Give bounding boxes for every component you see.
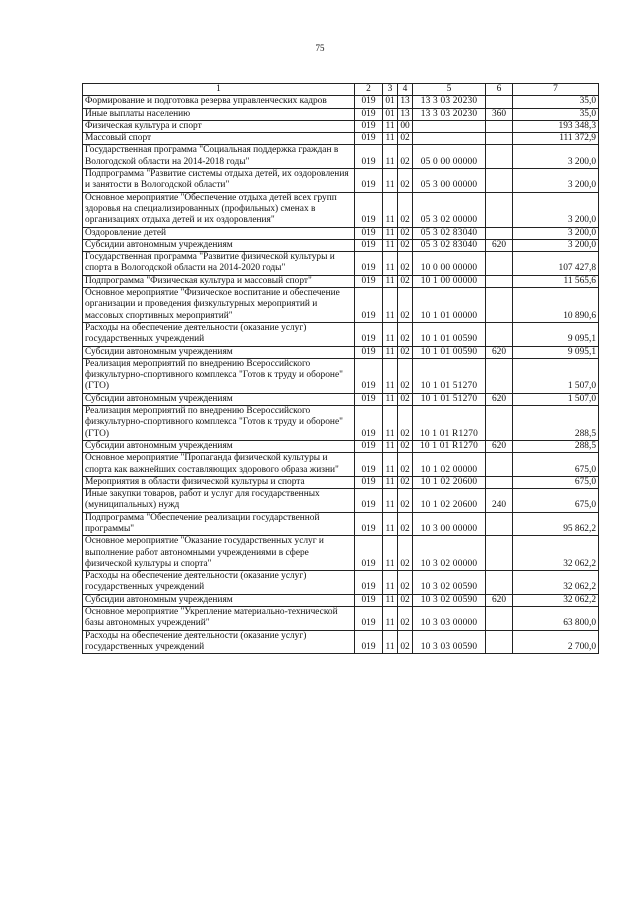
ministry-code-cell: 019 [355, 145, 383, 169]
section-code-cell: 11 [383, 322, 398, 346]
section-code-cell: 01 [383, 96, 398, 108]
table-row [83, 227, 599, 239]
target-article-code-cell: 10 1 01 00590 [413, 346, 486, 358]
ministry-code-cell: 019 [355, 120, 383, 132]
expense-type-code-cell [486, 453, 513, 477]
expense-name-cell: Подпрограмма "Физическая культура и массовый спорт" [83, 275, 355, 287]
target-article-code-cell: 13 3 03 20230 [413, 108, 486, 120]
section-code-cell: 11 [383, 239, 398, 251]
subsection-code-cell: 02 [398, 440, 413, 452]
expense-type-code-cell [486, 96, 513, 108]
section-code-cell: 11 [383, 133, 398, 145]
expense-type-code-cell [486, 192, 513, 227]
subsection-code-cell: 02 [398, 133, 413, 145]
target-article-code-cell: 10 1 02 00000 [413, 453, 486, 477]
expense-name-cell: Формирование и подготовка резерва управленческих кадров [83, 96, 355, 108]
expense-type-code-cell [486, 252, 513, 276]
subsection-code-cell: 02 [398, 227, 413, 239]
target-article-code-cell: 10 0 00 00000 [413, 252, 486, 276]
section-code-cell: 11 [383, 440, 398, 452]
amount-cell: 32 062,2 [513, 594, 599, 606]
target-article-code-cell: 10 3 02 00590 [413, 594, 486, 606]
ministry-code-cell: 019 [355, 440, 383, 452]
expense-name-cell: Государственная программа "Социальная поддержка граждан в Вологодской области на 2014-2018 годы" [83, 145, 355, 169]
subsection-code-cell: 02 [398, 393, 413, 405]
table-row [83, 275, 599, 287]
target-article-code-cell: 10 1 01 00590 [413, 322, 486, 346]
section-code-cell: 11 [383, 346, 398, 358]
expense-name-cell: Субсидии автономным учреждениям [83, 594, 355, 606]
amount-cell: 35,0 [513, 108, 599, 120]
target-article-code-cell: 10 1 01 51270 [413, 393, 486, 405]
expense-type-code-cell: 620 [486, 239, 513, 251]
section-code-cell: 01 [383, 108, 398, 120]
amount-cell: 675,0 [513, 453, 599, 477]
subsection-code-cell: 02 [398, 489, 413, 513]
ministry-code-cell: 019 [355, 322, 383, 346]
amount-cell: 10 890,6 [513, 288, 599, 323]
expense-type-code-cell [486, 571, 513, 595]
target-article-code-cell: 05 3 00 00000 [413, 169, 486, 193]
expense-name-cell: Иные выплаты населению [83, 108, 355, 120]
target-article-code-cell: 10 3 00 00000 [413, 512, 486, 536]
table-row [83, 440, 599, 452]
section-code-cell: 11 [383, 476, 398, 488]
ministry-code-cell: 019 [355, 346, 383, 358]
section-code-cell: 11 [383, 406, 398, 441]
ministry-code-cell: 019 [355, 358, 383, 393]
expense-type-code-cell [486, 630, 513, 654]
section-code-cell: 11 [383, 358, 398, 393]
subsection-code-cell: 02 [398, 192, 413, 227]
subsection-code-cell: 02 [398, 346, 413, 358]
table-row [83, 239, 599, 251]
expense-type-code-cell [486, 275, 513, 287]
table-row [83, 322, 599, 346]
expense-type-code-cell [486, 607, 513, 631]
target-article-code-cell: 13 3 03 20230 [413, 96, 486, 108]
table-row [83, 393, 599, 405]
expense-type-code-cell: 620 [486, 594, 513, 606]
target-article-code-cell: 10 1 01 R1270 [413, 406, 486, 441]
subsection-code-cell: 02 [398, 239, 413, 251]
amount-cell: 9 095,1 [513, 346, 599, 358]
section-code-cell: 11 [383, 393, 398, 405]
expense-type-code-cell [486, 512, 513, 536]
subsection-code-cell: 02 [398, 275, 413, 287]
ministry-code-cell: 019 [355, 453, 383, 477]
expense-name-cell: Государственная программа "Развитие физической культуры и спорта в Вологодской области на 2014-2020 годы" [83, 252, 355, 276]
subsection-code-cell: 02 [398, 571, 413, 595]
section-code-cell: 11 [383, 607, 398, 631]
expense-name-cell: Субсидии автономным учреждениям [83, 440, 355, 452]
expense-name-cell: Субсидии автономным учреждениям [83, 393, 355, 405]
expense-type-code-cell [486, 145, 513, 169]
ministry-code-cell: 019 [355, 288, 383, 323]
table-header-row [83, 84, 599, 96]
expense-name-cell: Иные закупки товаров, работ и услуг для государственных (муниципальных) нужд [83, 489, 355, 513]
section-code-cell: 11 [383, 275, 398, 287]
ministry-code-cell: 019 [355, 512, 383, 536]
target-article-code-cell: 10 3 02 00590 [413, 571, 486, 595]
section-code-cell: 11 [383, 571, 398, 595]
expense-type-code-cell: 620 [486, 393, 513, 405]
amount-cell: 107 427,8 [513, 252, 599, 276]
amount-cell: 675,0 [513, 489, 599, 513]
expense-name-cell: Реализация мероприятий по внедрению Всероссийского физкультурно-спортивного комплекса "Готов к труду и обороне" (ГТО) [83, 406, 355, 441]
target-article-code-cell: 10 3 02 00000 [413, 536, 486, 571]
subsection-code-cell: 02 [398, 252, 413, 276]
column-header: 7 [513, 84, 599, 96]
target-article-code-cell: 10 1 02 20600 [413, 476, 486, 488]
table-row [83, 607, 599, 631]
table-row [83, 169, 599, 193]
table-row [83, 108, 599, 120]
amount-cell: 193 348,3 [513, 120, 599, 132]
table-row [83, 406, 599, 441]
expense-name-cell: Расходы на обеспечение деятельности (оказание услуг) государственных учреждений [83, 322, 355, 346]
expense-name-cell: Основное мероприятие "Обеспечение отдыха детей всех групп здоровья на специализированных (профильных) сменах в организациях отдыха детей и их оздоровления" [83, 192, 355, 227]
expense-name-cell: Оздоровление детей [83, 227, 355, 239]
expense-name-cell: Субсидии автономным учреждениям [83, 239, 355, 251]
section-code-cell: 11 [383, 489, 398, 513]
section-code-cell: 11 [383, 252, 398, 276]
expense-type-code-cell [486, 406, 513, 441]
subsection-code-cell: 02 [398, 594, 413, 606]
target-article-code-cell: 05 0 00 00000 [413, 145, 486, 169]
column-header: 4 [398, 84, 413, 96]
target-article-code-cell: 10 3 03 00000 [413, 607, 486, 631]
ministry-code-cell: 019 [355, 476, 383, 488]
amount-cell: 3 200,0 [513, 192, 599, 227]
expense-type-code-cell [486, 322, 513, 346]
target-article-code-cell: 10 1 00 00000 [413, 275, 486, 287]
amount-cell: 1 507,0 [513, 393, 599, 405]
amount-cell: 32 062,2 [513, 571, 599, 595]
section-code-cell: 11 [383, 630, 398, 654]
amount-cell: 3 200,0 [513, 169, 599, 193]
expense-name-cell: Субсидии автономным учреждениям [83, 346, 355, 358]
amount-cell: 9 095,1 [513, 322, 599, 346]
table-row [83, 346, 599, 358]
amount-cell: 3 200,0 [513, 239, 599, 251]
section-code-cell: 11 [383, 536, 398, 571]
ministry-code-cell: 019 [355, 169, 383, 193]
target-article-code-cell: 10 1 01 51270 [413, 358, 486, 393]
expense-name-cell: Расходы на обеспечение деятельности (оказание услуг) государственных учреждений [83, 630, 355, 654]
table-row [83, 120, 599, 132]
expense-type-code-cell [486, 120, 513, 132]
expense-type-code-cell: 620 [486, 346, 513, 358]
expense-type-code-cell [486, 358, 513, 393]
table-row [83, 489, 599, 513]
target-article-code-cell: 10 1 01 R1270 [413, 440, 486, 452]
expense-name-cell: Массовый спорт [83, 133, 355, 145]
subsection-code-cell: 02 [398, 607, 413, 631]
ministry-code-cell: 019 [355, 630, 383, 654]
table-row [83, 571, 599, 595]
amount-cell: 63 800,0 [513, 607, 599, 631]
amount-cell: 3 200,0 [513, 145, 599, 169]
section-code-cell: 11 [383, 288, 398, 323]
subsection-code-cell: 02 [398, 512, 413, 536]
ministry-code-cell: 019 [355, 108, 383, 120]
table-row [83, 252, 599, 276]
ministry-code-cell: 019 [355, 239, 383, 251]
table-row [83, 453, 599, 477]
subsection-code-cell: 02 [398, 169, 413, 193]
column-header: 5 [413, 84, 486, 96]
ministry-code-cell: 019 [355, 594, 383, 606]
expense-name-cell: Основное мероприятие "Пропаганда физической культуры и спорта как важнейших составляющих здорового образа жизни" [83, 453, 355, 477]
subsection-code-cell: 02 [398, 453, 413, 477]
expense-name-cell: Подпрограмма "Развитие системы отдыха детей, их оздоровления и занятости в Вологодской области" [83, 169, 355, 193]
table-row [83, 594, 599, 606]
amount-cell: 1 507,0 [513, 358, 599, 393]
amount-cell: 95 862,2 [513, 512, 599, 536]
amount-cell: 111 372,9 [513, 133, 599, 145]
section-code-cell: 11 [383, 227, 398, 239]
expense-type-code-cell: 240 [486, 489, 513, 513]
section-code-cell: 11 [383, 169, 398, 193]
ministry-code-cell: 019 [355, 607, 383, 631]
table-row [83, 358, 599, 393]
column-header: 1 [83, 84, 355, 96]
subsection-code-cell: 13 [398, 108, 413, 120]
ministry-code-cell: 019 [355, 227, 383, 239]
table-row [83, 536, 599, 571]
section-code-cell: 11 [383, 120, 398, 132]
target-article-code-cell [413, 133, 486, 145]
subsection-code-cell: 02 [398, 406, 413, 441]
ministry-code-cell: 019 [355, 406, 383, 441]
page-number: 75 [315, 43, 325, 53]
expense-type-code-cell [486, 169, 513, 193]
column-header: 6 [486, 84, 513, 96]
subsection-code-cell: 02 [398, 476, 413, 488]
ministry-code-cell: 019 [355, 536, 383, 571]
target-article-code-cell: 05 3 02 83040 [413, 227, 486, 239]
expense-type-code-cell [486, 476, 513, 488]
expense-name-cell: Основное мероприятие "Оказание государственных услуг и выполнение работ автономными учреждениями в сфере физической культуры и спорта" [83, 536, 355, 571]
amount-cell: 3 200,0 [513, 227, 599, 239]
section-code-cell: 11 [383, 192, 398, 227]
section-code-cell: 11 [383, 594, 398, 606]
amount-cell: 288,5 [513, 440, 599, 452]
target-article-code-cell [413, 120, 486, 132]
ministry-code-cell: 019 [355, 192, 383, 227]
subsection-code-cell: 00 [398, 120, 413, 132]
ministry-code-cell: 019 [355, 489, 383, 513]
target-article-code-cell: 10 1 01 00000 [413, 288, 486, 323]
column-header: 3 [383, 84, 398, 96]
subsection-code-cell: 02 [398, 288, 413, 323]
amount-cell: 675,0 [513, 476, 599, 488]
expense-type-code-cell: 620 [486, 440, 513, 452]
amount-cell: 32 062,2 [513, 536, 599, 571]
target-article-code-cell: 05 3 02 00000 [413, 192, 486, 227]
table-row [83, 630, 599, 654]
expense-name-cell: Основное мероприятие "Физическое воспитание и обеспечение организации и проведения физкультурных мероприятий и массовых спортивных мероприятий" [83, 288, 355, 323]
amount-cell: 11 565,6 [513, 275, 599, 287]
target-article-code-cell: 05 3 02 83040 [413, 239, 486, 251]
target-article-code-cell: 10 1 02 20600 [413, 489, 486, 513]
ministry-code-cell: 019 [355, 571, 383, 595]
amount-cell: 2 700,0 [513, 630, 599, 654]
table-row [83, 288, 599, 323]
ministry-code-cell: 019 [355, 393, 383, 405]
expense-type-code-cell [486, 227, 513, 239]
table-row [83, 145, 599, 169]
subsection-code-cell: 02 [398, 358, 413, 393]
table-body [83, 96, 599, 654]
section-code-cell: 11 [383, 145, 398, 169]
section-code-cell: 11 [383, 512, 398, 536]
subsection-code-cell: 02 [398, 145, 413, 169]
ministry-code-cell: 019 [355, 275, 383, 287]
subsection-code-cell: 02 [398, 630, 413, 654]
expense-name-cell: Подпрограмма "Обеспечение реализации государственной программы" [83, 512, 355, 536]
subsection-code-cell: 13 [398, 96, 413, 108]
expense-name-cell: Расходы на обеспечение деятельности (оказание услуг) государственных учреждений [83, 571, 355, 595]
expense-name-cell: Мероприятия в области физической культуры и спорта [83, 476, 355, 488]
expense-name-cell: Основное мероприятие "Укрепление материально-технической базы автономных учреждений" [83, 607, 355, 631]
expense-type-code-cell [486, 536, 513, 571]
ministry-code-cell: 019 [355, 252, 383, 276]
amount-cell: 288,5 [513, 406, 599, 441]
amount-cell: 35,0 [513, 96, 599, 108]
expense-type-code-cell [486, 133, 513, 145]
ministry-code-cell: 019 [355, 133, 383, 145]
subsection-code-cell: 02 [398, 322, 413, 346]
expense-type-code-cell [486, 288, 513, 323]
expense-type-code-cell: 360 [486, 108, 513, 120]
expense-name-cell: Физическая культура и спорт [83, 120, 355, 132]
subsection-code-cell: 02 [398, 536, 413, 571]
expense-name-cell: Реализация мероприятий по внедрению Всероссийского физкультурно-спортивного комплекса "Готов к труду и обороне" (ГТО) [83, 358, 355, 393]
target-article-code-cell: 10 3 03 00590 [413, 630, 486, 654]
column-header: 2 [355, 84, 383, 96]
budget-table [82, 83, 599, 654]
section-code-cell: 11 [383, 453, 398, 477]
table-row [83, 192, 599, 227]
ministry-code-cell: 019 [355, 96, 383, 108]
table-row [83, 476, 599, 488]
table-row [83, 512, 599, 536]
table-row [83, 96, 599, 108]
table-row [83, 133, 599, 145]
